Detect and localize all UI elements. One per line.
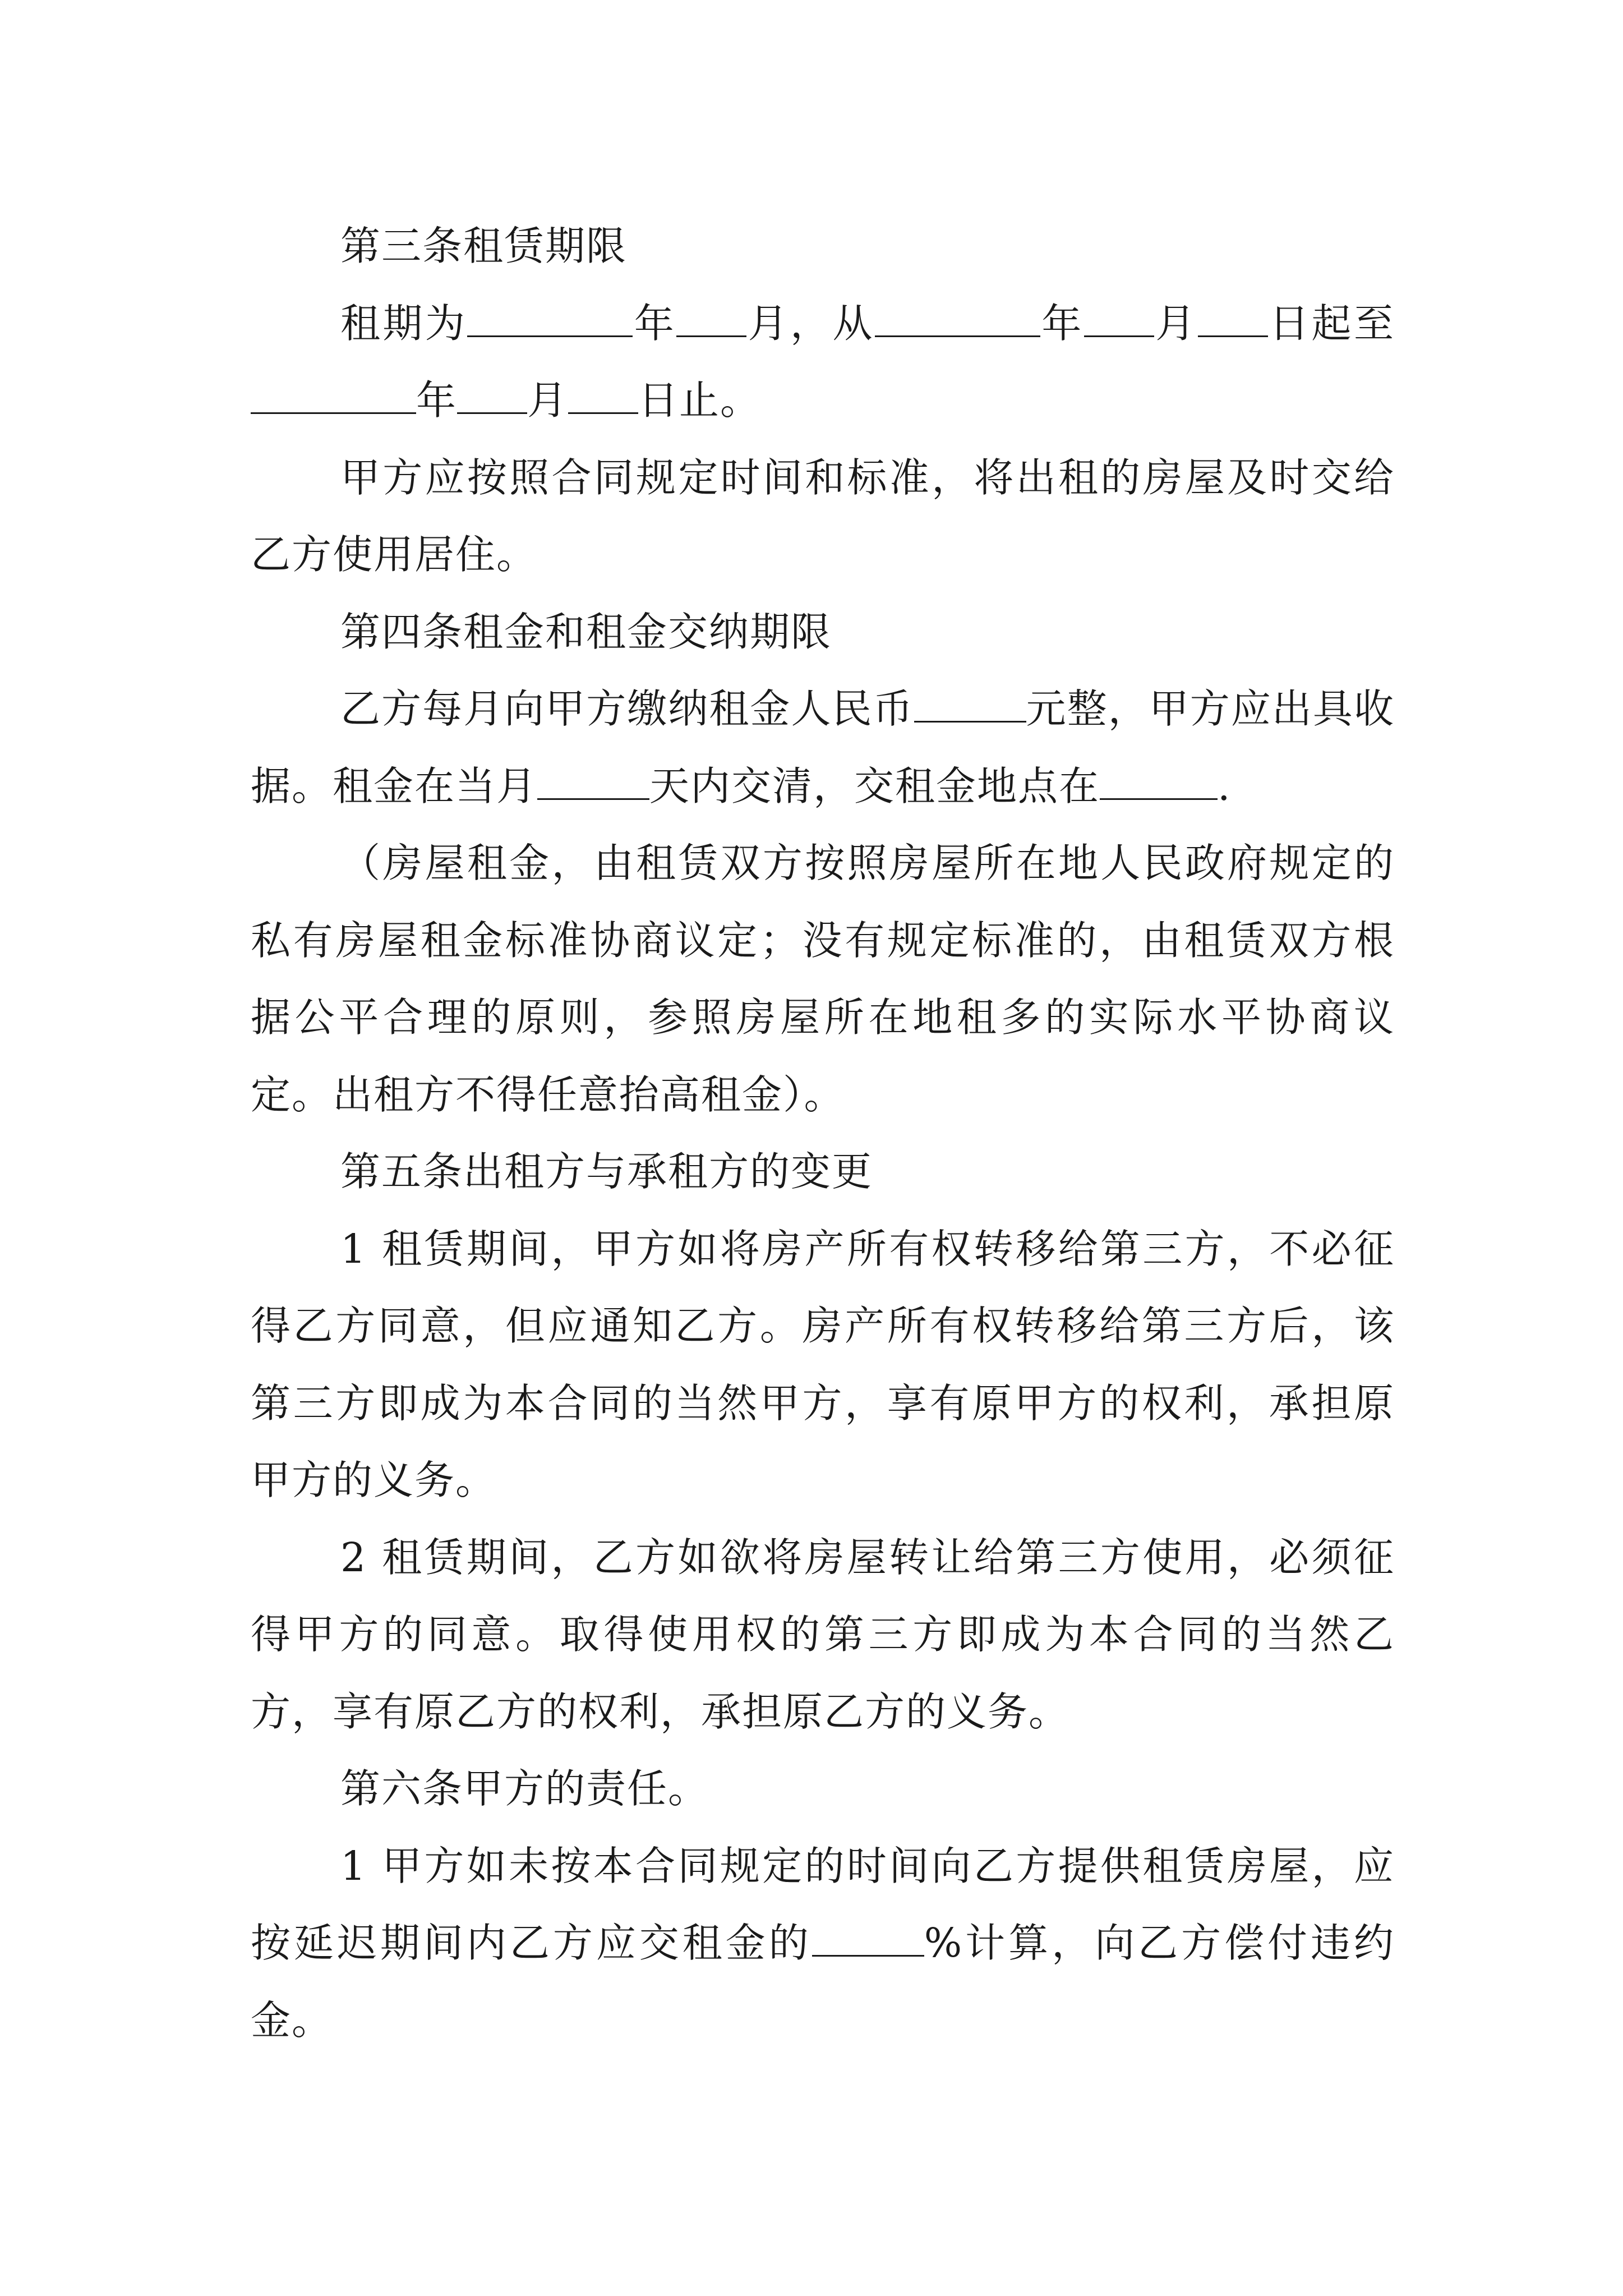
article-4-note: （房屋租金，由租赁双方按照房屋所在地人民政府规定的私有房屋租金标准协商议定；没有规定标准的，由租赁双方根据公平合理的原则，参照房屋所在地租多的实际水平协商议定。出租方不得任意抬高租金）。: [251, 840, 1395, 1118]
article-3-delivery: 甲方应按照合同规定时间和标准，将出租的房屋及时交给乙方使用居住。: [251, 454, 1395, 578]
blank-field[interactable]: [251, 378, 416, 414]
article-4-rent: 乙方每月向甲方缴纳租金人民币 元整，甲方应出具收据。租金在当月 天内交清，交租金地点在 .: [251, 685, 1395, 809]
blank-field[interactable]: [457, 378, 527, 414]
article-3-term: 租期为 年 月，从 年 月 日起至年 月 日止。: [251, 285, 1395, 439]
blank-field[interactable]: [875, 301, 1040, 337]
article-3-title: 第三条租赁期限: [340, 223, 628, 269]
article-5-clause-2: 2 租赁期间，乙方如欲将房屋转让给第三方使用，必须征得甲方的同意。取得使用权的第三方即成为本合同的当然乙方，享有原乙方的权利，承担原乙方的义务。: [251, 1534, 1395, 1735]
blank-field[interactable]: [812, 1920, 924, 1957]
blank-field[interactable]: [537, 763, 649, 800]
article-5-title: 第五条出租方与承租方的变更: [340, 1148, 873, 1195]
article-6-clause-1: 1 甲方如未按本合同规定的时间向乙方提供租赁房屋，应按延迟期间内乙方应交租金的 %计算，向乙方偿付违约金。: [251, 1842, 1395, 2044]
blank-field[interactable]: [467, 301, 633, 337]
blank-field[interactable]: [676, 301, 746, 337]
blank-field[interactable]: [1084, 301, 1154, 337]
blank-field[interactable]: [914, 686, 1026, 723]
blank-field[interactable]: [1100, 763, 1218, 800]
blank-field[interactable]: [568, 378, 638, 414]
article-6-title: 第六条甲方的责任。: [340, 1765, 709, 1812]
article-5-clause-1: 1 租赁期间，甲方如将房产所有权转移给第三方，不必征得乙方同意，但应通知乙方。房产所有权转移给第三方后，该第三方即成为本合同的当然甲方，享有原甲方的权利，承担原甲方的义务。: [251, 1225, 1395, 1503]
article-4-title: 第四条租金和租金交纳期限: [340, 608, 832, 655]
blank-field[interactable]: [1198, 301, 1268, 337]
contract-page: [251, 208, 1395, 2059]
